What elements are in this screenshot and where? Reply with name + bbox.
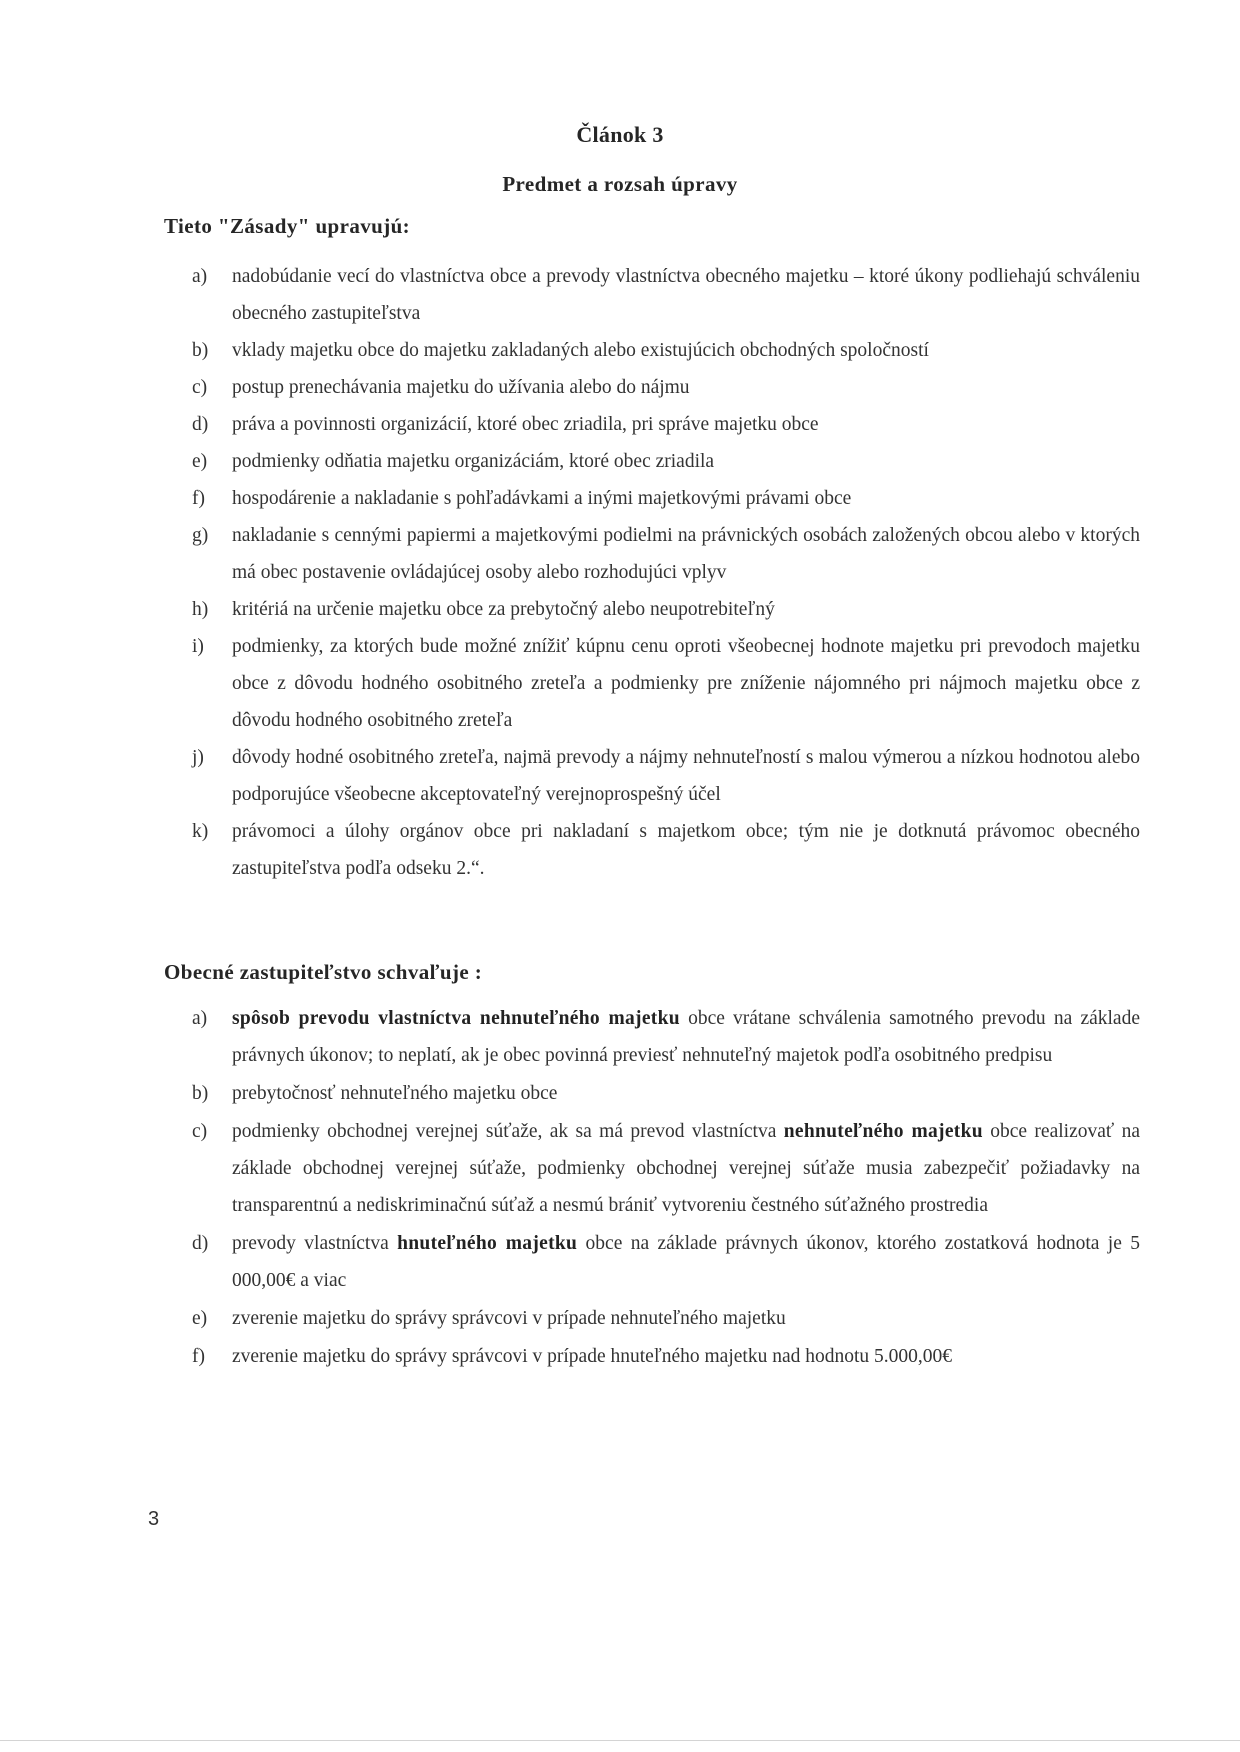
list-item [192,332,1140,369]
list-item [192,1300,1140,1337]
list-item [192,369,1140,406]
list-marker: k) [192,821,209,842]
list-item-text: postup prenechávania majetku do užívania alebo do nájmu [232,377,690,398]
bold-term: hnuteľného majetku [397,1233,578,1254]
list-marker: g) [192,525,209,546]
regulation-scope-list [192,258,1140,887]
list-item [192,813,1140,887]
list-item [192,1075,1140,1112]
list-item [192,739,1140,813]
list-marker: j) [192,747,204,768]
list-item [192,443,1140,480]
list-item-text: podmienky odňatia majetku organizáciám, ktoré obec zriadila [232,451,715,472]
list-item [192,480,1140,517]
bold-term: spôsob prevodu vlastníctva nehnuteľného majetku [232,1008,680,1029]
scan-edge-divider [0,1740,1240,1741]
list-item [192,1338,1140,1375]
section2-intro: Obecné zastupiteľstvo schvaľuje : [164,960,483,984]
list-marker: a) [192,266,208,287]
list-marker: c) [192,1121,208,1142]
list-marker: e) [192,451,208,472]
list-marker: f) [192,1346,205,1367]
list-item-text [232,1233,1140,1291]
council-approval-list [192,1000,1140,1376]
list-marker: d) [192,414,209,435]
list-item-text [232,1121,1140,1216]
list-item-text: zverenie majetku do správy správcovi v prípade hnuteľného majetku nad hodnotu 5.000,00€ [232,1346,953,1367]
section1-intro: Tieto "Zásady" upravujú: [164,214,411,238]
list-item-text: nakladanie s cennými papiermi a majetkovými podielmi na právnických osobách založených obcou alebo v ktorých má obec postavenie ovládajúcej osoby alebo rozhodujúci vplyv [232,525,1140,583]
text-run: obce vrátane schválenia samotného prevodu na základe právnych úkonov; to neplatí, ak je obec povinná previesť nehnuteľný majetok podľa osobitného predpisu [232,1008,1140,1066]
text-run: prevody vlastníctva [232,1233,398,1254]
list-marker: e) [192,1308,208,1329]
list-item-text: dôvody hodné osobitného zreteľa, najmä prevody a nájmy nehnuteľností s malou výmerou a nízkou hodnotou alebo podporujúce všeobecne akceptovateľný verejnoprospešný účel [232,747,1140,805]
list-marker: a) [192,1008,208,1029]
list-item-text: prebytočnosť nehnuteľného majetku obce [232,1083,558,1104]
list-marker: f) [192,488,205,509]
text-run: obce realizovať na základe obchodnej verejnej súťaže, podmienky obchodnej verejnej súťaže musia zabezpečiť požiadavky na transparentnú a nediskriminačnú súťaž a nesmú brániť vytvoreniu čestného súťažného prostredia [232,1121,1140,1216]
list-item [192,406,1140,443]
list-item [192,1113,1140,1224]
list-item [192,1000,1140,1074]
list-item-text: kritériá na určenie majetku obce za prebytočný alebo neupotrebiteľný [232,599,775,620]
list-marker: h) [192,599,209,620]
article-heading: Článok 3 [576,122,664,147]
list-item-text: hospodárenie a nakladanie s pohľadávkami a inými majetkovými právami obce [232,488,852,509]
list-marker: b) [192,1083,209,1104]
list-item [192,1225,1140,1299]
list-item [192,258,1140,332]
list-item-text: podmienky, za ktorých bude možné znížiť kúpnu cenu oproti všeobecnej hodnote majetku pri prevodoch majetku obce z dôvodu hodného osobitného zreteľa a podmienky pre zníženie nájomného pri nájmoch majetku obce z dôvodu hodného osobitného zreteľa [232,636,1140,731]
list-item-text: nadobúdanie vecí do vlastníctva obce a prevody vlastníctva obecného majetku – ktoré úkony podliehajú schváleniu obecného zastupiteľstva [232,266,1140,324]
list-item-text: práva a povinnosti organizácií, ktoré obec zriadila, pri správe majetku obce [232,414,819,435]
list-item [192,517,1140,591]
list-item-text [232,1008,1140,1066]
list-marker: i) [192,636,204,657]
list-item-text: zverenie majetku do správy správcovi v prípade nehnuteľného majetku [232,1308,786,1329]
list-marker: c) [192,377,208,398]
page-number: 3 [148,1508,160,1530]
text-run: obce na základe právnych úkonov, ktorého zostatková hodnota je 5 000,00€ a viac [232,1233,1140,1291]
list-item [192,628,1140,739]
article-subheading: Predmet a rozsah úpravy [502,172,738,196]
text-run: podmienky obchodnej verejnej súťaže, ak sa má prevod vlastníctva [232,1121,784,1142]
list-item-text: právomoci a úlohy orgánov obce pri nakladaní s majetkom obce; tým nie je dotknutá právomoc obecného zastupiteľstva podľa odseku 2.“. [232,821,1140,879]
list-marker: d) [192,1233,209,1254]
list-item [192,591,1140,628]
list-marker: b) [192,340,209,361]
list-item-text: vklady majetku obce do majetku zakladaných alebo existujúcich obchodných spoločností [232,340,929,361]
bold-term: nehnuteľného majetku [783,1121,983,1142]
